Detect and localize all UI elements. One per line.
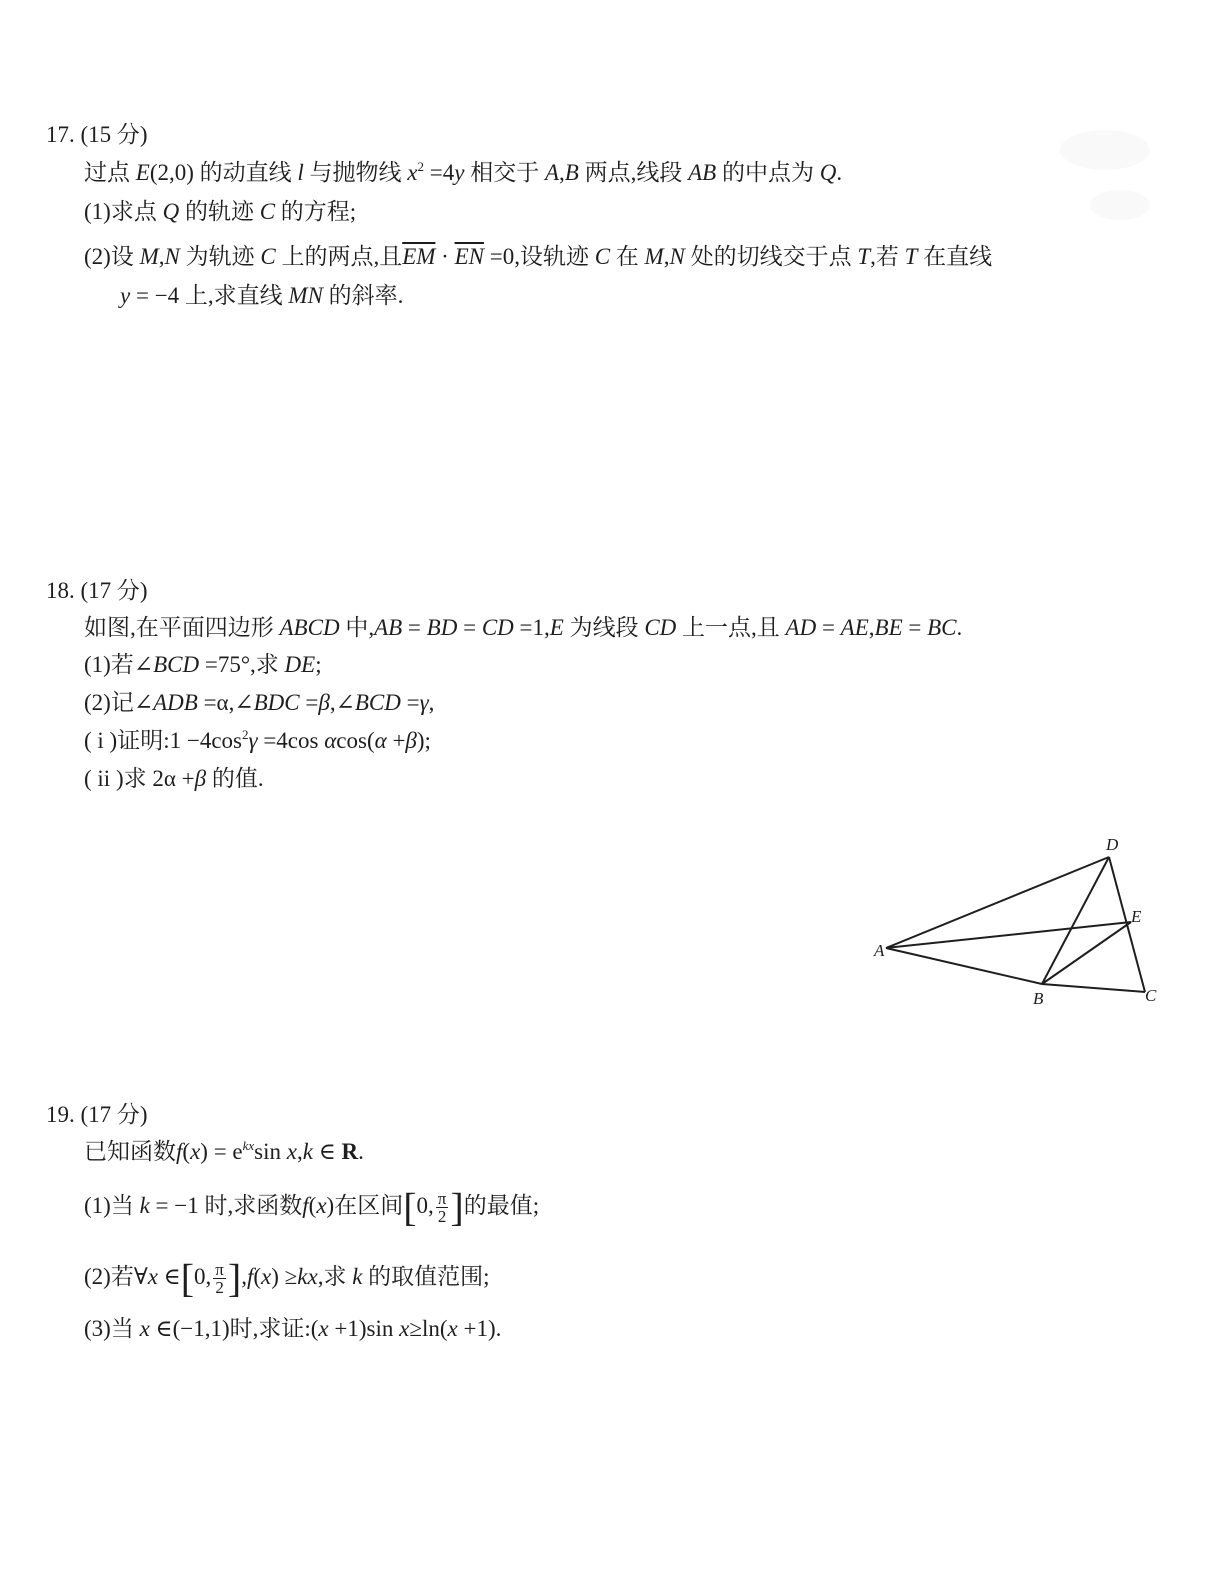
- problem-18-part-1: (1)若∠BCD =75°,求 DE;: [84, 652, 322, 677]
- label-d: D: [1106, 835, 1119, 854]
- problem-19-part-3: (3)当 x ∈(−1,1)时,求证:(x +1)sin x≥ln(x +1).: [84, 1316, 502, 1341]
- problem-17-number: 17. (15 分): [46, 122, 148, 147]
- segment-bd: [1042, 857, 1109, 984]
- problem-18-number: 18. (17 分): [46, 578, 148, 603]
- problem-17-part-1: (1)求点 Q 的轨迹 C 的方程;: [84, 199, 357, 224]
- label-c: C: [1145, 986, 1157, 1005]
- problem-19-part-2: (2)若∀x ∈[0, $\frac{\pi}{2}$ ],f(x) ≥kx,求 k 的取值范围;: [84, 1255, 490, 1301]
- problem-18-part-2-ii: ( ii )求 2α +β 的值.: [84, 766, 264, 791]
- label-a: A: [874, 941, 885, 960]
- problem-17-part-2: (2)设 M,N 为轨迹 C 上的两点,且$\overline{EM} \cdot \overline{EN} =0$,设轨迹 C 在 M,N 处的切线交于点 T,若 T 在直线: [84, 244, 993, 269]
- segment-ae: [886, 922, 1131, 948]
- scan-smudge: [1060, 130, 1150, 170]
- problem-17-part-2-cont: y = −4 上,求直线 MN 的斜率.: [120, 283, 404, 308]
- segment-bc: [1042, 984, 1145, 992]
- problem-19-number: 19. (17 分): [46, 1102, 148, 1127]
- segment-ab: [886, 948, 1042, 984]
- scan-smudge: [1090, 190, 1150, 220]
- problem-19-part-1: (1)当 k = −1 时,求函数f(x)在区间[0, $\frac{\pi}{2}$ ]的最值;: [84, 1184, 540, 1230]
- problem-19-statement: 已知函数$f(x) = e^{kx}\sin$ x,k ∈ R.: [84, 1138, 364, 1164]
- label-e: E: [1131, 907, 1142, 926]
- label-b: B: [1033, 989, 1044, 1008]
- problem-17-statement: 过点 E(2,0) 的动直线 l 与抛物线 $x^2 =4y$ 相交于 A,B 两点,线段 AB 的中点为 Q.: [84, 159, 843, 185]
- segment-be: [1042, 922, 1131, 984]
- quadrilateral-figure: [860, 830, 1180, 1020]
- problem-18-statement: 如图,在平面四边形 ABCD 中,AB = BD = CD =1,E 为线段 CD 上一点,且 AD = AE,BE = BC.: [84, 615, 963, 640]
- segment-ad: [886, 857, 1109, 948]
- problem-18-part-2-i: ( i )证明:1 $-4\cos^2\gamma =4\cos$ αcos(α +β);: [84, 727, 431, 753]
- figure-svg: [860, 830, 1180, 1020]
- problem-18-part-2: (2)记∠ADB =α,∠BDC =β,∠BCD =γ,: [84, 690, 435, 715]
